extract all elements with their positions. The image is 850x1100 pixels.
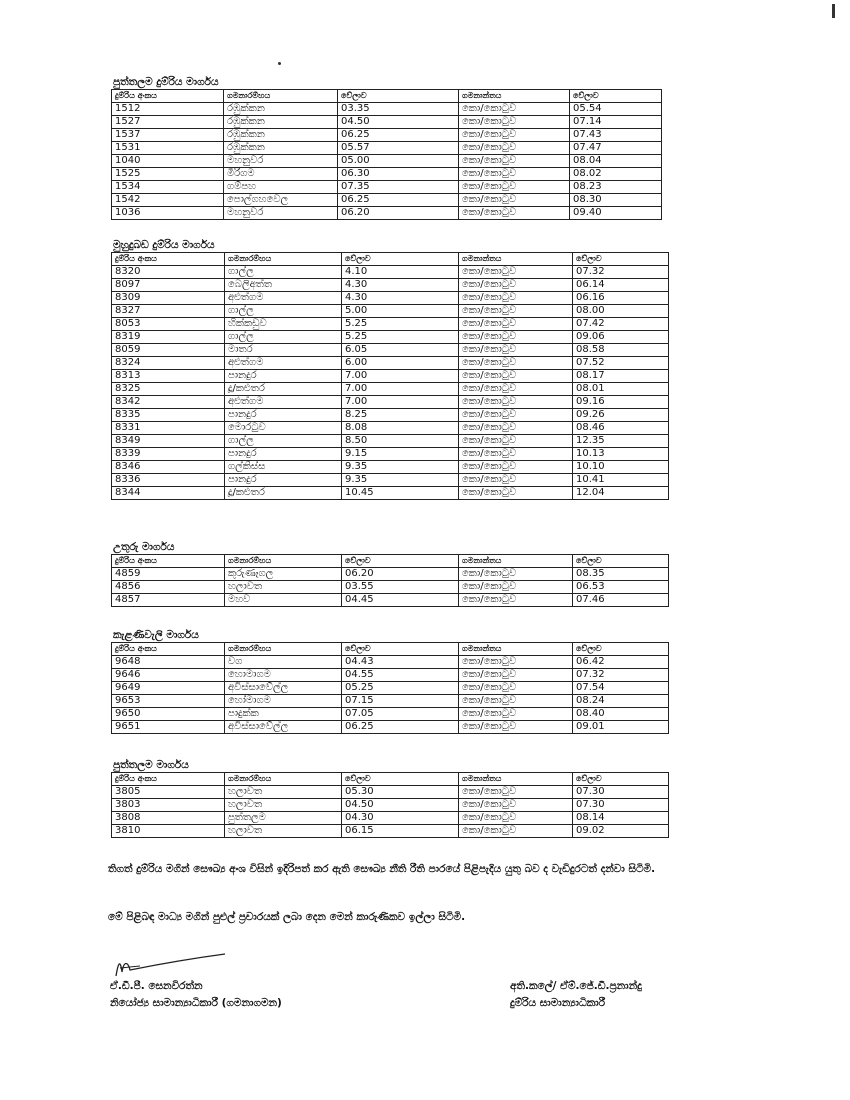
table-cell: කො/කොටුව <box>459 305 573 318</box>
table-row <box>112 279 669 292</box>
table-cell: 8344 <box>112 487 225 500</box>
section-title: මුහුදුබඩ දුම්රිය මාර්ගය <box>113 239 215 251</box>
signatory-left-title: නියෝජ්‍ය සාමාන්‍යාධිකාරී (ගමනාගමන) <box>110 997 282 1009</box>
table-row <box>112 825 669 838</box>
signatory-right-title: දුම්රිය සාමාන්‍යාධිකාරී <box>510 997 606 1009</box>
table-cell: 10.10 <box>573 461 669 474</box>
table-cell: මහව <box>225 594 342 607</box>
table-cell: 06.15 <box>342 825 459 838</box>
column-header: ගමනාන්තය <box>459 253 573 266</box>
table-cell: 10.13 <box>573 448 669 461</box>
table-cell: හලාවත <box>225 799 342 812</box>
table-cell: 09.16 <box>573 396 669 409</box>
table-cell: අළුත්ගම <box>225 292 342 305</box>
table-cell: 07.30 <box>573 786 669 799</box>
table-cell: 10.41 <box>573 474 669 487</box>
table-row <box>112 292 669 305</box>
table-row <box>112 129 662 142</box>
table-cell: 06.30 <box>338 168 459 181</box>
table-cell: 05.25 <box>342 682 459 695</box>
table-cell: කො/කොටුව <box>459 396 573 409</box>
table-cell: 8319 <box>112 331 225 344</box>
health-guidelines-note: තිගත් දුම්රිය මගින් සෞඛ්‍ය අංශ විසින් ඉදිරිපත් කර ඇති සෞඛ්‍ය නීති රීති පාරයේ පිළිපැදිය යුතු බව ද වැඩිදුරටත් දන්වා සිටිමි. <box>108 863 656 875</box>
table-cell: 08.00 <box>573 305 669 318</box>
column-header: දුම්රිය අංකය <box>112 90 224 103</box>
table-header-row <box>112 90 662 103</box>
table-cell: 7.00 <box>342 383 459 396</box>
section-northern-line <box>111 540 669 607</box>
table-cell: කො/කොටුව <box>459 669 573 682</box>
section-title: පුත්තලම දුම්රිය මාර්ගය <box>113 76 219 88</box>
table-cell: කො/කොටුව <box>459 142 570 155</box>
table-cell: කො/කොටුව <box>459 799 573 812</box>
table-cell: 09.01 <box>573 721 669 734</box>
table-cell: කො/කොටුව <box>459 292 573 305</box>
table-cell: 08.35 <box>573 568 669 581</box>
timetable <box>111 642 669 734</box>
table-cell: 05.30 <box>342 786 459 799</box>
table-cell: 08.46 <box>573 422 669 435</box>
column-header: දුම්රිය අංකය <box>112 253 225 266</box>
table-cell: 07.52 <box>573 357 669 370</box>
table-cell: 07.14 <box>570 116 662 129</box>
table-cell: 06.20 <box>342 568 459 581</box>
column-header: වේලාව <box>342 643 459 656</box>
column-header: වේලාව <box>342 555 459 568</box>
table-cell: අවිස්සාවේල්ල <box>225 721 342 734</box>
table-row <box>112 409 669 422</box>
table-cell: 8342 <box>112 396 225 409</box>
table-cell: කො/කොටුව <box>459 594 573 607</box>
table-cell: 07.43 <box>570 129 662 142</box>
table-cell: 9.35 <box>342 474 459 487</box>
column-header: දුම්රිය අංකය <box>112 643 225 656</box>
column-header: දුම්රිය අංකය <box>112 773 225 786</box>
column-header: වේලාව <box>338 90 459 103</box>
table-cell: අවිස්සාවේල්ල <box>225 682 342 695</box>
table-cell: 04.30 <box>342 812 459 825</box>
table-cell: 4859 <box>112 568 225 581</box>
table-cell: කො/කොටුව <box>459 812 573 825</box>
table-cell: 6.00 <box>342 357 459 370</box>
table-cell: බෙලිඅත්ත <box>225 279 342 292</box>
table-cell: 09.26 <box>573 409 669 422</box>
table-cell: 9651 <box>112 721 225 734</box>
table-cell: අළුත්ගම <box>225 357 342 370</box>
table-cell: 08.04 <box>570 155 662 168</box>
table-cell: 1537 <box>112 129 224 142</box>
table-cell: ගාල්ල <box>225 266 342 279</box>
table-row <box>112 581 669 594</box>
table-cell: 1534 <box>112 181 224 194</box>
table-cell: කො/කොටුව <box>459 207 570 220</box>
table-cell: 05.54 <box>570 103 662 116</box>
table-cell: 06.42 <box>573 656 669 669</box>
table-cell: පාදුක්ක <box>225 708 342 721</box>
column-header: ගමනාරම්භය <box>225 643 342 656</box>
table-cell: කො/කොටුව <box>459 786 573 799</box>
table-cell: 04.50 <box>338 116 459 129</box>
table-cell: 03.55 <box>342 581 459 594</box>
table-row <box>112 448 669 461</box>
table-cell: 9653 <box>112 695 225 708</box>
table-cell: 12.04 <box>573 487 669 500</box>
table-row <box>112 318 669 331</box>
table-cell: 05.00 <box>338 155 459 168</box>
table-row <box>112 370 669 383</box>
table-cell: පානදුර <box>225 370 342 383</box>
table-cell: 9.15 <box>342 448 459 461</box>
table-cell: පානදුර <box>225 474 342 487</box>
table-row <box>112 344 669 357</box>
table-cell: කො/කොටුව <box>459 155 570 168</box>
table-row <box>112 207 662 220</box>
table-cell: 07.46 <box>573 594 669 607</box>
table-cell: 08.17 <box>573 370 669 383</box>
table-cell: හෝමාගම <box>225 695 342 708</box>
table-cell: 05.57 <box>338 142 459 155</box>
section-title: පුත්තලම මාර්ගය <box>113 759 189 771</box>
table-row <box>112 305 669 318</box>
table-row <box>112 331 669 344</box>
table-cell: 07.42 <box>573 318 669 331</box>
table-cell: 8097 <box>112 279 225 292</box>
table-cell: පානදුර <box>225 409 342 422</box>
table-cell: 4856 <box>112 581 225 594</box>
table-cell: කො/කොටුව <box>459 448 573 461</box>
table-cell: මාතර <box>225 344 342 357</box>
table-row <box>112 422 669 435</box>
table-cell: 08.14 <box>573 812 669 825</box>
table-row <box>112 266 669 279</box>
table-row <box>112 194 662 207</box>
table-row <box>112 786 669 799</box>
table-cell: 09.40 <box>570 207 662 220</box>
table-cell: 04.45 <box>342 594 459 607</box>
table-cell: 4857 <box>112 594 225 607</box>
table-cell: පොල්ගහවෙල <box>224 194 338 207</box>
table-cell: 1527 <box>112 116 224 129</box>
timetable <box>111 252 669 500</box>
table-cell: 8053 <box>112 318 225 331</box>
column-header: වේලාව <box>573 253 669 266</box>
table-cell: 8.25 <box>342 409 459 422</box>
table-cell: ගම්පහ <box>224 181 338 194</box>
table-cell: 08.02 <box>570 168 662 181</box>
table-cell: පානදුර <box>225 448 342 461</box>
table-cell: කො/කොටුව <box>459 181 570 194</box>
signatory-right <box>510 978 642 1012</box>
table-cell: 07.30 <box>573 799 669 812</box>
table-cell: 8.08 <box>342 422 459 435</box>
table-cell: 6.05 <box>342 344 459 357</box>
table-cell: කො/කොටුව <box>459 581 573 594</box>
table-cell: මහනුවර <box>224 207 338 220</box>
table-cell: කො/කොටුව <box>459 103 570 116</box>
table-cell: 8325 <box>112 383 225 396</box>
column-header: ගමනාන්තය <box>459 555 573 568</box>
signatory-left <box>110 978 282 1012</box>
column-header: වේලාව <box>342 773 459 786</box>
table-cell: 04.43 <box>342 656 459 669</box>
table-cell: 1531 <box>112 142 224 155</box>
table-cell: 9649 <box>112 682 225 695</box>
column-header: ගමනාරම්භය <box>224 90 338 103</box>
table-cell: කො/කොටුව <box>459 422 573 435</box>
table-cell: කො/කොටුව <box>459 474 573 487</box>
table-cell: කො/කොටුව <box>459 279 573 292</box>
table-row <box>112 474 669 487</box>
table-cell: මහනුවර <box>224 155 338 168</box>
table-cell: 03.35 <box>338 103 459 116</box>
table-cell: 1512 <box>112 103 224 116</box>
table-row <box>112 682 669 695</box>
table-cell: 07.32 <box>573 669 669 682</box>
table-row <box>112 168 662 181</box>
column-header: ගමනාන්තය <box>459 773 573 786</box>
section-puttalam-railway <box>111 75 662 220</box>
table-row <box>112 669 669 682</box>
column-header: ගමනාන්තය <box>459 90 570 103</box>
table-cell: 08.24 <box>573 695 669 708</box>
table-row <box>112 568 669 581</box>
timetable <box>111 89 662 220</box>
section-kelani-valley-line <box>111 628 669 734</box>
table-row <box>112 181 662 194</box>
table-cell: 08.23 <box>570 181 662 194</box>
table-cell: 1036 <box>112 207 224 220</box>
table-cell: රඹුක්කන <box>224 142 338 155</box>
table-row <box>112 103 662 116</box>
table-cell: 8336 <box>112 474 225 487</box>
table-cell: 06.16 <box>573 292 669 305</box>
table-cell: 3810 <box>112 825 225 838</box>
table-cell: 8327 <box>112 305 225 318</box>
column-header: ගමනාරම්භය <box>225 773 342 786</box>
table-cell: දූ/කළුතර <box>225 487 342 500</box>
table-cell: 08.40 <box>573 708 669 721</box>
table-cell: 8313 <box>112 370 225 383</box>
table-row <box>112 656 669 669</box>
table-row <box>112 487 669 500</box>
table-cell: වග <box>225 656 342 669</box>
table-cell: 4.10 <box>342 266 459 279</box>
table-row <box>112 695 669 708</box>
table-row <box>112 357 669 370</box>
table-cell: කුරුණෑගල <box>225 568 342 581</box>
handwritten-signature <box>110 950 230 980</box>
table-cell: 8349 <box>112 435 225 448</box>
section-coastal-railway <box>111 238 669 500</box>
table-cell: මීරිගම <box>224 168 338 181</box>
table-cell: 8335 <box>112 409 225 422</box>
column-header: වේලාව <box>342 253 459 266</box>
table-cell: 07.54 <box>573 682 669 695</box>
table-cell: 1040 <box>112 155 224 168</box>
table-row <box>112 708 669 721</box>
column-header: වේලාව <box>573 555 669 568</box>
table-cell: 3808 <box>112 812 225 825</box>
table-cell: කො/කොටුව <box>459 357 573 370</box>
table-row <box>112 435 669 448</box>
table-cell: හලාවත <box>225 786 342 799</box>
table-cell: 8309 <box>112 292 225 305</box>
table-cell: ගාල්ල <box>225 331 342 344</box>
table-cell: කො/කොටුව <box>459 266 573 279</box>
table-cell: 07.15 <box>342 695 459 708</box>
table-cell: 8059 <box>112 344 225 357</box>
table-cell: 07.32 <box>573 266 669 279</box>
section-puttalam-line <box>111 758 669 838</box>
timetable <box>111 554 669 607</box>
section-title: කැළණිවැලි මාර්ගය <box>113 629 199 641</box>
table-cell: 8346 <box>112 461 225 474</box>
signatory-left-name: ඒ.ඩී.පී. සෙනවිරත්න <box>110 980 203 992</box>
table-cell: රඹුක්කන <box>224 116 338 129</box>
table-cell: 8.50 <box>342 435 459 448</box>
table-cell: මොරටුව <box>225 422 342 435</box>
table-header-row <box>112 643 669 656</box>
table-cell: කො/කොටුව <box>459 721 573 734</box>
table-cell: 5.00 <box>342 305 459 318</box>
table-cell: 06.25 <box>338 129 459 142</box>
table-cell: කො/කොටුව <box>459 708 573 721</box>
table-cell: කො/කොටුව <box>459 168 570 181</box>
column-header: වේලාව <box>573 773 669 786</box>
table-header-row <box>112 253 669 266</box>
table-cell: කො/කොටුව <box>459 331 573 344</box>
media-publicity-request: මේ පිළිබඳ මාධ්‍ය මගින් පුළුල් ප්‍රචාරයක් ලබා දෙන මෙන් කාරුණිකව ඉල්ලා සිටිමි. <box>108 911 466 923</box>
table-cell: 9646 <box>112 669 225 682</box>
column-header: දුම්රිය අංකය <box>112 555 225 568</box>
table-cell: කො/කොටුව <box>459 568 573 581</box>
table-row <box>112 721 669 734</box>
table-cell: 09.02 <box>573 825 669 838</box>
table-cell: 8331 <box>112 422 225 435</box>
table-row <box>112 396 669 409</box>
table-cell: 06.25 <box>342 721 459 734</box>
table-cell: කො/කොටුව <box>459 695 573 708</box>
table-cell: අළුත්ගම <box>225 396 342 409</box>
table-cell: 12.35 <box>573 435 669 448</box>
table-cell: රඹුක්කන <box>224 103 338 116</box>
table-cell: කො/කොටුව <box>459 461 573 474</box>
table-cell: 5.25 <box>342 331 459 344</box>
table-cell: 08.30 <box>570 194 662 207</box>
table-cell: 1525 <box>112 168 224 181</box>
column-header: ගමනාරම්භය <box>225 253 342 266</box>
table-cell: 08.01 <box>573 383 669 396</box>
table-cell: 06.14 <box>573 279 669 292</box>
table-cell: කො/කොටුව <box>459 435 573 448</box>
table-row <box>112 116 662 129</box>
table-cell: 9648 <box>112 656 225 669</box>
scan-speck <box>278 62 281 65</box>
table-cell: 3805 <box>112 786 225 799</box>
table-cell: ගාල්ල <box>225 305 342 318</box>
table-cell: 9650 <box>112 708 225 721</box>
table-cell: 07.47 <box>570 142 662 155</box>
column-header: ගමනාන්තය <box>459 643 573 656</box>
table-cell: 08.58 <box>573 344 669 357</box>
table-cell: 06.25 <box>338 194 459 207</box>
table-cell: 09.06 <box>573 331 669 344</box>
table-cell: 4.30 <box>342 279 459 292</box>
table-cell: දූ/කළුතර <box>225 383 342 396</box>
scan-speck <box>832 4 835 18</box>
table-cell: හලාවත <box>225 581 342 594</box>
timetable <box>111 772 669 838</box>
table-cell: 06.53 <box>573 581 669 594</box>
table-row <box>112 594 669 607</box>
table-cell: 8320 <box>112 266 225 279</box>
table-cell: ගල්කිස්ස <box>225 461 342 474</box>
table-cell: 4.30 <box>342 292 459 305</box>
table-cell: 06.20 <box>338 207 459 220</box>
table-row <box>112 155 662 168</box>
section-title: උතුරු මාර්ගය <box>113 541 175 553</box>
table-cell: කො/කොටුව <box>459 116 570 129</box>
table-cell: කො/කොටුව <box>459 318 573 331</box>
table-cell: 3803 <box>112 799 225 812</box>
table-cell: 10.45 <box>342 487 459 500</box>
table-cell: රඹුක්කන <box>224 129 338 142</box>
table-header-row <box>112 773 669 786</box>
table-cell: කො/කොටුව <box>459 370 573 383</box>
table-cell: කො/කොටුව <box>459 129 570 142</box>
table-row <box>112 461 669 474</box>
table-cell: 07.05 <box>342 708 459 721</box>
table-cell: කො/කොටුව <box>459 409 573 422</box>
table-cell: හික්කඩුව <box>225 318 342 331</box>
table-cell: 04.50 <box>342 799 459 812</box>
table-cell: 1542 <box>112 194 224 207</box>
column-header: වේලාව <box>570 90 662 103</box>
table-cell: හොමාගම <box>225 669 342 682</box>
table-cell: ගාල්ල <box>225 435 342 448</box>
table-cell: පුත්තලම <box>225 812 342 825</box>
table-cell: 8324 <box>112 357 225 370</box>
column-header: වේලාව <box>573 643 669 656</box>
table-cell: කො/කොටුව <box>459 825 573 838</box>
table-cell: 5.25 <box>342 318 459 331</box>
table-cell: හලාවත <box>225 825 342 838</box>
signatory-right-name: අති.කලේ/ ඒම්.ජේ.ඩී.ප්‍රනාන්දු <box>510 980 642 992</box>
table-cell: කො/කොටුව <box>459 487 573 500</box>
table-cell: 07.35 <box>338 181 459 194</box>
table-row <box>112 383 669 396</box>
table-cell: 7.00 <box>342 370 459 383</box>
table-cell: 04.55 <box>342 669 459 682</box>
table-cell: කො/කොටුව <box>459 194 570 207</box>
table-row <box>112 142 662 155</box>
table-row <box>112 812 669 825</box>
table-cell: කො/කොටුව <box>459 682 573 695</box>
table-cell: කො/කොටුව <box>459 383 573 396</box>
table-header-row <box>112 555 669 568</box>
table-cell: 7.00 <box>342 396 459 409</box>
column-header: ගමනාරම්භය <box>225 555 342 568</box>
table-cell: 9.35 <box>342 461 459 474</box>
table-cell: කො/කොටුව <box>459 656 573 669</box>
table-row <box>112 799 669 812</box>
table-cell: කො/කොටුව <box>459 344 573 357</box>
table-cell: 8339 <box>112 448 225 461</box>
